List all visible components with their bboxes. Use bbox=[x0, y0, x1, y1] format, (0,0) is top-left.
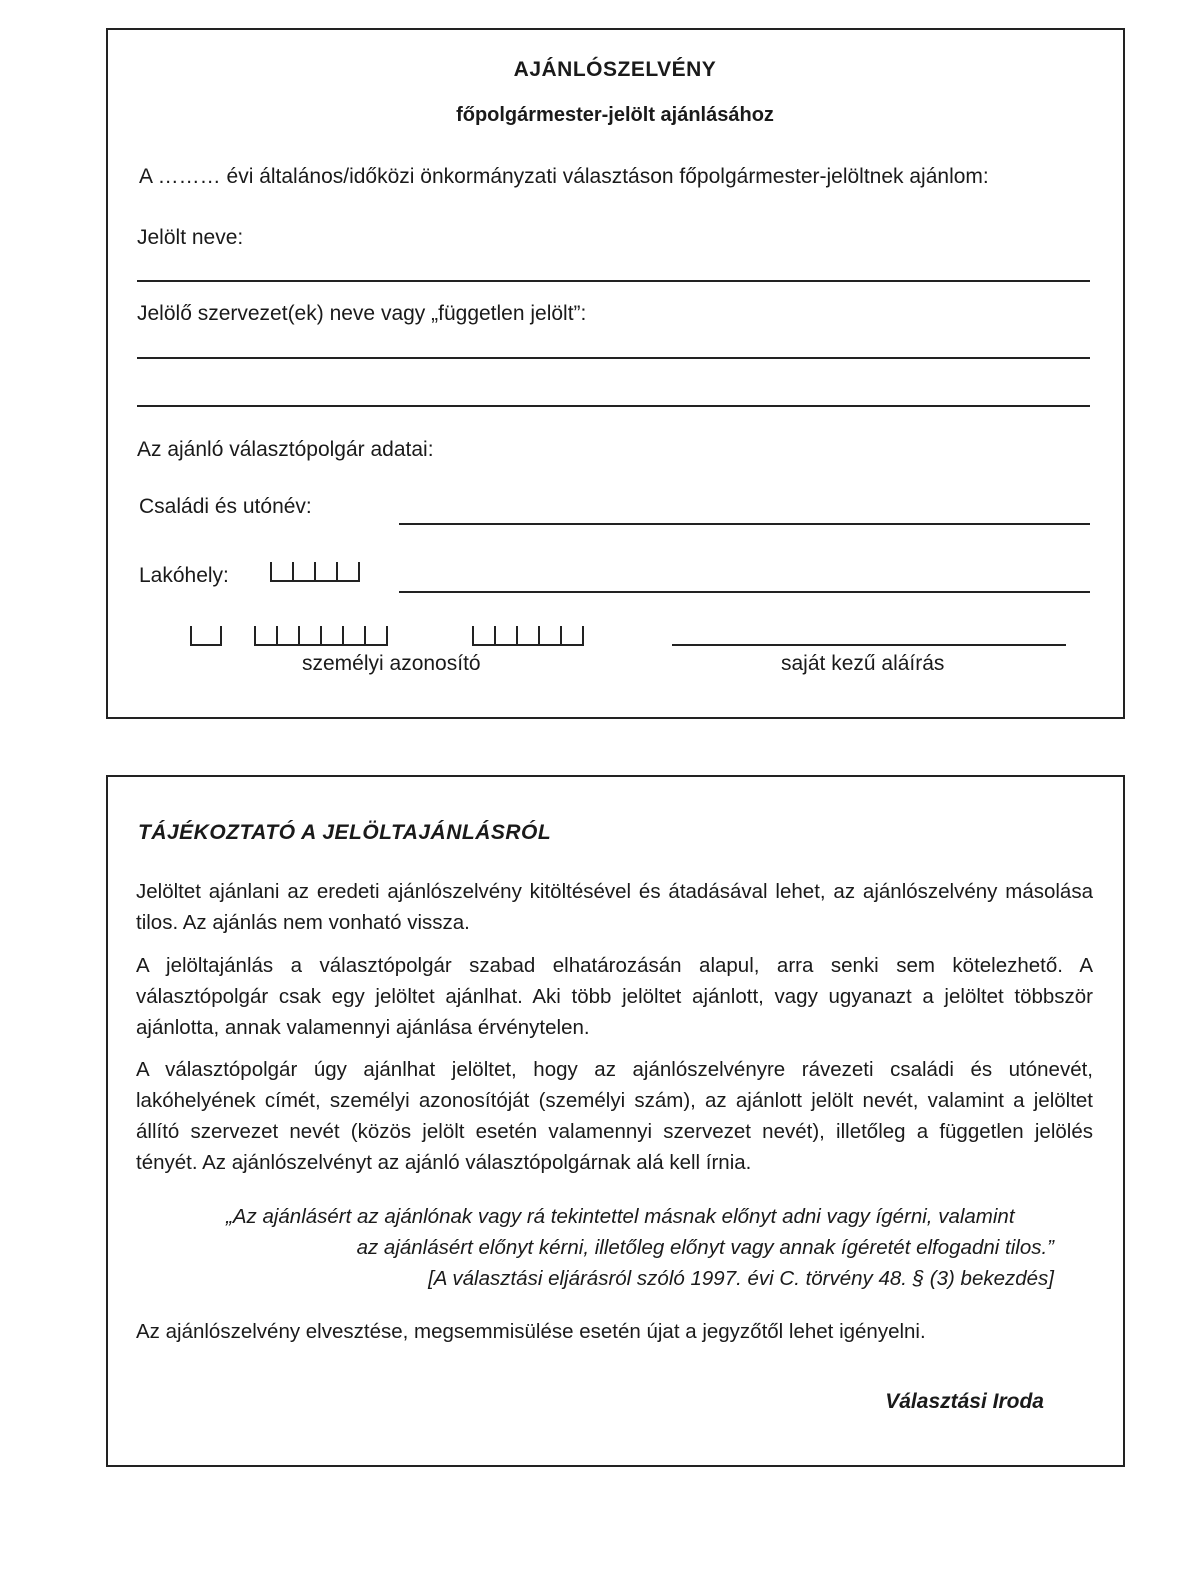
legal-quote bbox=[154, 1201, 1054, 1294]
full-name-label: Családi és utónév: bbox=[139, 495, 312, 518]
quote-line: [A választási eljárásról szóló 1997. évi C. törvény 48. § (3) bekezdés] bbox=[428, 1267, 1054, 1290]
recommendation-form bbox=[106, 28, 1125, 719]
form-intro-text: A ……… évi általános/időközi önkormányzati választáson főpolgármester-jelöltnek ajánlom: bbox=[139, 165, 989, 188]
info-paragraph: A jelöltajánlás a választópolgár szabad elhatározásán alapul, arra senki sem kötelezhető. A választópolgár csak egy jelöltet ajánlhat. Aki több jelöltet ajánlott, vagy ugyanazt a jelöltet többször ajánlotta, annak valamennyi ajánlása érvénytelen. bbox=[136, 954, 1093, 1039]
voter-data-label: Az ajánló választópolgár adatai: bbox=[137, 438, 434, 461]
personal-id-boxes-2[interactable] bbox=[254, 626, 388, 646]
candidate-name-field[interactable] bbox=[137, 280, 1090, 282]
closing-text: Az ajánlószelvény elvesztése, megsemmisülése esetén újat a jegyzőtől lehet igényelni. bbox=[136, 1320, 926, 1343]
personal-id-boxes-1[interactable] bbox=[190, 626, 222, 646]
quote-line: az ajánlásért előnyt kérni, illetőleg előnyt vagy annak ígéretét elfogadni tilos.” bbox=[356, 1236, 1054, 1259]
postal-code-boxes[interactable] bbox=[270, 562, 360, 582]
personal-id-boxes-3[interactable] bbox=[472, 626, 584, 646]
nominating-org-field-2[interactable] bbox=[137, 405, 1090, 407]
info-paragraph: Jelöltet ajánlani az eredeti ajánlószelvény kitöltésével és átadásával lehet, az ajánlószelvény másolása tilos. Az ajánlás nem vonható vissza. bbox=[136, 880, 1093, 934]
full-name-field[interactable] bbox=[399, 523, 1090, 525]
quote-line: „Az ajánlásért az ajánlónak vagy rá tekintettel másnak előnyt adni vagy ígérni, valamint bbox=[226, 1205, 1015, 1228]
signature-field[interactable] bbox=[672, 644, 1066, 646]
candidate-name-label: Jelölt neve: bbox=[137, 226, 244, 249]
nominating-org-label: Jelölő szervezet(ek) neve vagy „független jelölt”: bbox=[137, 302, 587, 325]
issuer-signature: Választási Iroda bbox=[885, 1390, 1044, 1413]
personal-id-label: személyi azonosító bbox=[302, 652, 481, 675]
residence-address-field[interactable] bbox=[399, 591, 1090, 593]
form-title: AJÁNLÓSZELVÉNY bbox=[513, 58, 717, 81]
residence-label: Lakóhely: bbox=[139, 564, 229, 587]
form-subtitle: főpolgármester-jelölt ajánlásához bbox=[456, 104, 774, 126]
info-paragraph: A választópolgár úgy ajánlhat jelöltet, hogy az ajánlószelvényre rávezeti családi és utónevét, lakóhelyének címét, személyi azonosítóját (személyi szám), az ajánlott jelölt nevét, valamint a jelöltet állító szervezet nevét (közös jelölt esetén valamennyi szervezet nevét), illetőleg a független jelölés tényét. Az ajánlószelvényt az ajánló választópolgárnak alá kell írnia. bbox=[136, 1058, 1093, 1174]
signature-label: saját kezű aláírás bbox=[781, 652, 945, 675]
nominating-org-field-1[interactable] bbox=[137, 357, 1090, 359]
info-title: TÁJÉKOZTATÓ A JELÖLTAJÁNLÁSRÓL bbox=[138, 821, 552, 844]
